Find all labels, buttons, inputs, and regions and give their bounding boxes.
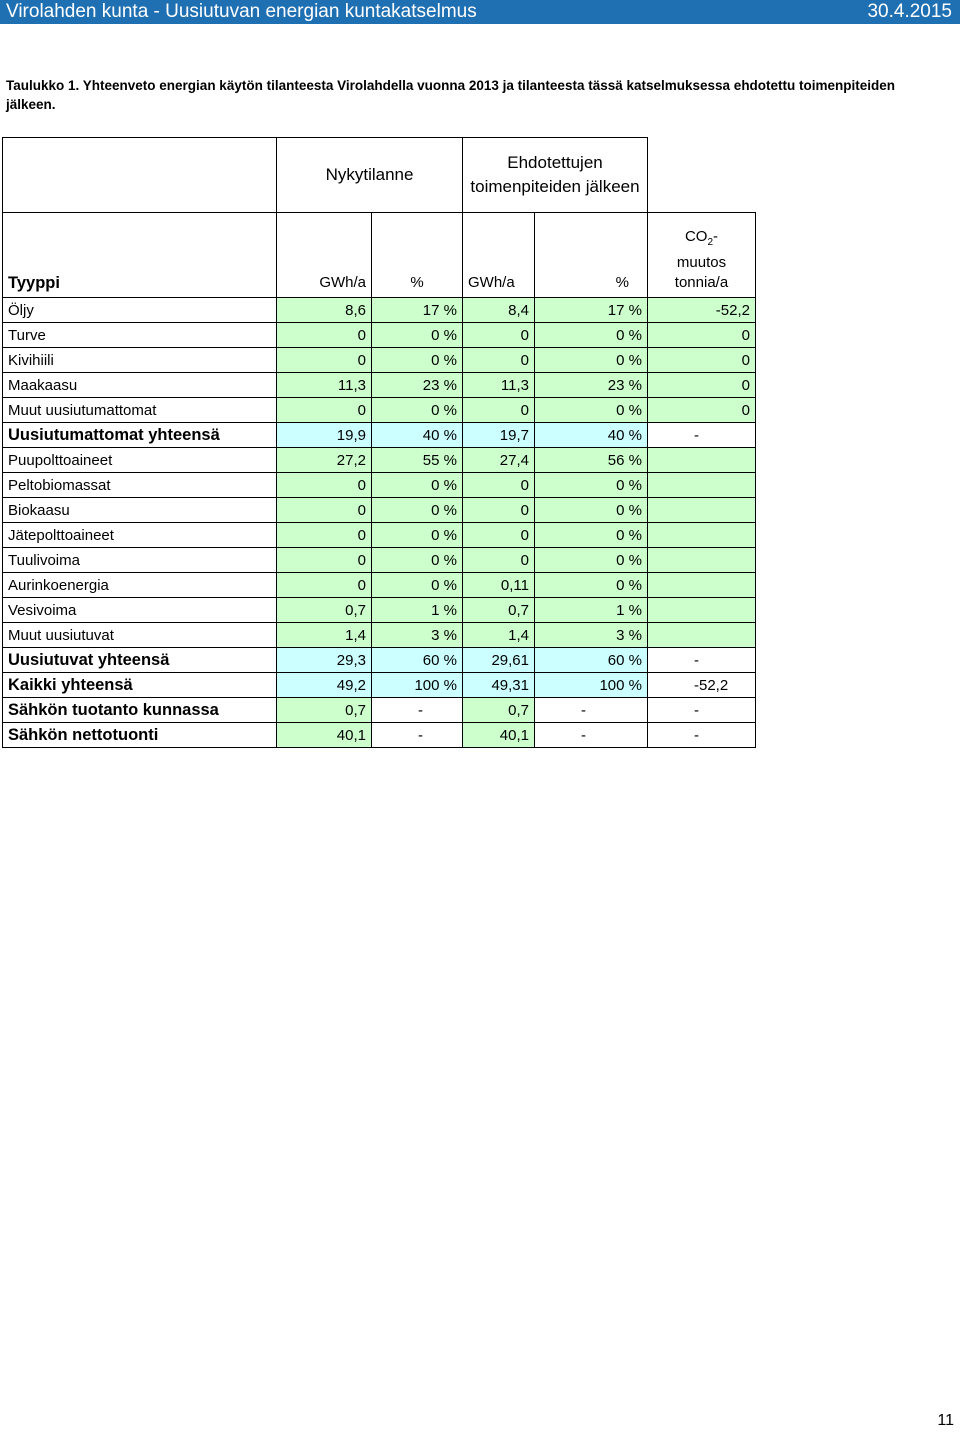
cell-pct-after: 0 % (535, 548, 648, 573)
cell-pct-current: 17 % (372, 298, 463, 323)
cell-co2-change: - (648, 698, 756, 723)
cell-type: Peltobiomassat (3, 473, 277, 498)
cell-pct-after: 56 % (535, 448, 648, 473)
table-row (3, 548, 756, 573)
cell-co2-change: 0 (648, 398, 756, 423)
cell-co2-change (648, 548, 756, 573)
cell-pct-after: 17 % (535, 298, 648, 323)
cell-type: Muut uusiutuvat (3, 623, 277, 648)
table-row (3, 498, 756, 523)
cell-gwh-current: 0 (277, 473, 372, 498)
cell-pct-current: 0 % (372, 398, 463, 423)
table-row (3, 648, 756, 673)
cell-gwh-current: 27,2 (277, 448, 372, 473)
col-header-co2 (648, 213, 756, 298)
cell-co2-change: -52,2 (648, 673, 756, 698)
cell-gwh-current: 29,3 (277, 648, 372, 673)
cell-pct-current: - (372, 698, 463, 723)
cell-gwh-after: 0 (463, 348, 535, 373)
table-row (3, 623, 756, 648)
cell-pct-current: 40 % (372, 423, 463, 448)
cell-pct-current: 23 % (372, 373, 463, 398)
page-number: 11 (937, 1412, 954, 1429)
cell-gwh-current: 0 (277, 323, 372, 348)
table-row (3, 698, 756, 723)
table-row (3, 523, 756, 548)
cell-type: Vesivoima (3, 598, 277, 623)
cell-gwh-current: 49,2 (277, 673, 372, 698)
cell-pct-after: 0 % (535, 323, 648, 348)
cell-gwh-after: 0,11 (463, 573, 535, 598)
energy-summary-table (2, 137, 756, 748)
cell-co2-change: - (648, 648, 756, 673)
cell-co2-change: 0 (648, 323, 756, 348)
cell-co2-change (648, 598, 756, 623)
cell-type: Sähkön nettotuonti (3, 723, 277, 748)
table-row (3, 373, 756, 398)
cell-pct-after: - (535, 698, 648, 723)
cell-pct-current: 0 % (372, 473, 463, 498)
co2-muutos: muutos (676, 254, 727, 271)
cell-type: Turve (3, 323, 277, 348)
col-header-gwh: GWh/a (277, 213, 372, 298)
group-header-row (3, 138, 756, 213)
cell-gwh-after: 49,31 (463, 673, 535, 698)
group-header-after: Ehdotettujen toimenpiteiden jälkeen (463, 138, 648, 213)
cell-gwh-current: 0 (277, 523, 372, 548)
table-body (3, 138, 756, 748)
cell-co2-change (648, 573, 756, 598)
table-row (3, 448, 756, 473)
cell-pct-after: 23 % (535, 373, 648, 398)
co2-subscript: 2 (707, 237, 714, 248)
cell-pct-after: 3 % (535, 623, 648, 648)
cell-pct-after: 0 % (535, 523, 648, 548)
cell-type: Maakaasu (3, 373, 277, 398)
cell-co2-change (648, 523, 756, 548)
cell-gwh-current: 0 (277, 573, 372, 598)
cell-type: Kivihiili (3, 348, 277, 373)
cell-pct-current: - (372, 723, 463, 748)
col-header-gwh2: GWh/a (463, 213, 535, 298)
cell-type: Uusiutuvat yhteensä (3, 648, 277, 673)
cell-gwh-after: 0 (463, 548, 535, 573)
cell-gwh-after: 11,3 (463, 373, 535, 398)
co2-label: CO (684, 228, 708, 245)
co2-dash: - (713, 228, 719, 245)
cell-pct-after: 0 % (535, 573, 648, 598)
cell-gwh-after: 8,4 (463, 298, 535, 323)
table-row (3, 348, 756, 373)
cell-type: Tuulivoima (3, 548, 277, 573)
table-row (3, 473, 756, 498)
cell-gwh-after: 27,4 (463, 448, 535, 473)
col-header-type: Tyyppi (3, 213, 277, 298)
col-header-pct: % (372, 213, 463, 298)
cell-gwh-after: 0 (463, 473, 535, 498)
cell-pct-current: 0 % (372, 573, 463, 598)
cell-pct-after: 0 % (535, 348, 648, 373)
cell-co2-change (648, 448, 756, 473)
cell-gwh-after: 0,7 (463, 698, 535, 723)
cell-co2-change (648, 498, 756, 523)
cell-gwh-after: 0 (463, 498, 535, 523)
cell-co2-change: -52,2 (648, 298, 756, 323)
table-row (3, 298, 756, 323)
cell-pct-current: 0 % (372, 348, 463, 373)
cell-gwh-current: 0 (277, 498, 372, 523)
table-row (3, 673, 756, 698)
cell-gwh-after: 29,61 (463, 648, 535, 673)
cell-type: Sähkön tuotanto kunnassa (3, 698, 277, 723)
table-row (3, 398, 756, 423)
cell-gwh-current: 0 (277, 348, 372, 373)
cell-type: Uusiutumattomat yhteensä (3, 423, 277, 448)
cell-gwh-after: 0,7 (463, 598, 535, 623)
cell-pct-after: 0 % (535, 473, 648, 498)
table-row (3, 598, 756, 623)
cell-type: Öljy (3, 298, 277, 323)
cell-gwh-after: 0 (463, 323, 535, 348)
group-header-current: Nykytilanne (277, 138, 463, 213)
cell-pct-current: 1 % (372, 598, 463, 623)
cell-co2-change: 0 (648, 373, 756, 398)
cell-pct-after: 100 % (535, 673, 648, 698)
cell-gwh-after: 0 (463, 398, 535, 423)
cell-gwh-current: 8,6 (277, 298, 372, 323)
cell-gwh-current: 40,1 (277, 723, 372, 748)
cell-gwh-current: 0,7 (277, 698, 372, 723)
cell-pct-current: 55 % (372, 448, 463, 473)
table-row (3, 423, 756, 448)
table-row (3, 323, 756, 348)
cell-co2-change (648, 623, 756, 648)
cell-pct-current: 0 % (372, 523, 463, 548)
header-empty-cell-right (648, 138, 756, 213)
col-header-pct2: % (535, 213, 648, 298)
cell-co2-change: - (648, 423, 756, 448)
cell-co2-change (648, 473, 756, 498)
cell-pct-after: 60 % (535, 648, 648, 673)
cell-gwh-current: 0 (277, 398, 372, 423)
cell-gwh-current: 1,4 (277, 623, 372, 648)
cell-type: Kaikki yhteensä (3, 673, 277, 698)
header-empty-cell (3, 138, 277, 213)
cell-pct-current: 100 % (372, 673, 463, 698)
cell-pct-current: 3 % (372, 623, 463, 648)
cell-type: Puupolttoaineet (3, 448, 277, 473)
page-header (0, 0, 960, 24)
table-caption: Taulukko 1. Yhteenveto energian käytön tilanteesta Virolahdella vuonna 2013 ja tilanteesta tässä katselmuksessa ehdotettu toimenpiteiden jälkeen. (6, 78, 896, 112)
cell-gwh-after: 40,1 (463, 723, 535, 748)
cell-pct-after: 40 % (535, 423, 648, 448)
cell-gwh-after: 1,4 (463, 623, 535, 648)
cell-co2-change: 0 (648, 348, 756, 373)
cell-type: Jätepolttoaineet (3, 523, 277, 548)
cell-pct-after: 0 % (535, 398, 648, 423)
cell-gwh-after: 0 (463, 523, 535, 548)
cell-pct-current: 0 % (372, 323, 463, 348)
cell-co2-change: - (648, 723, 756, 748)
header-date: 30.4.2015 (867, 1, 952, 22)
cell-gwh-current: 11,3 (277, 373, 372, 398)
cell-pct-after: - (535, 723, 648, 748)
header-title: Virolahden kunta - Uusiutuvan energian kuntakatselmus (6, 1, 477, 22)
cell-pct-current: 0 % (372, 498, 463, 523)
cell-gwh-current: 0,7 (277, 598, 372, 623)
column-header-row (3, 213, 756, 298)
table-row (3, 573, 756, 598)
cell-gwh-current: 0 (277, 548, 372, 573)
co2-unit: tonnia/a (674, 274, 729, 291)
cell-pct-current: 60 % (372, 648, 463, 673)
cell-pct-after: 1 % (535, 598, 648, 623)
cell-pct-current: 0 % (372, 548, 463, 573)
table-row (3, 723, 756, 748)
cell-type: Aurinkoenergia (3, 573, 277, 598)
cell-type: Muut uusiutumattomat (3, 398, 277, 423)
cell-gwh-after: 19,7 (463, 423, 535, 448)
cell-gwh-current: 19,9 (277, 423, 372, 448)
cell-type: Biokaasu (3, 498, 277, 523)
cell-pct-after: 0 % (535, 498, 648, 523)
